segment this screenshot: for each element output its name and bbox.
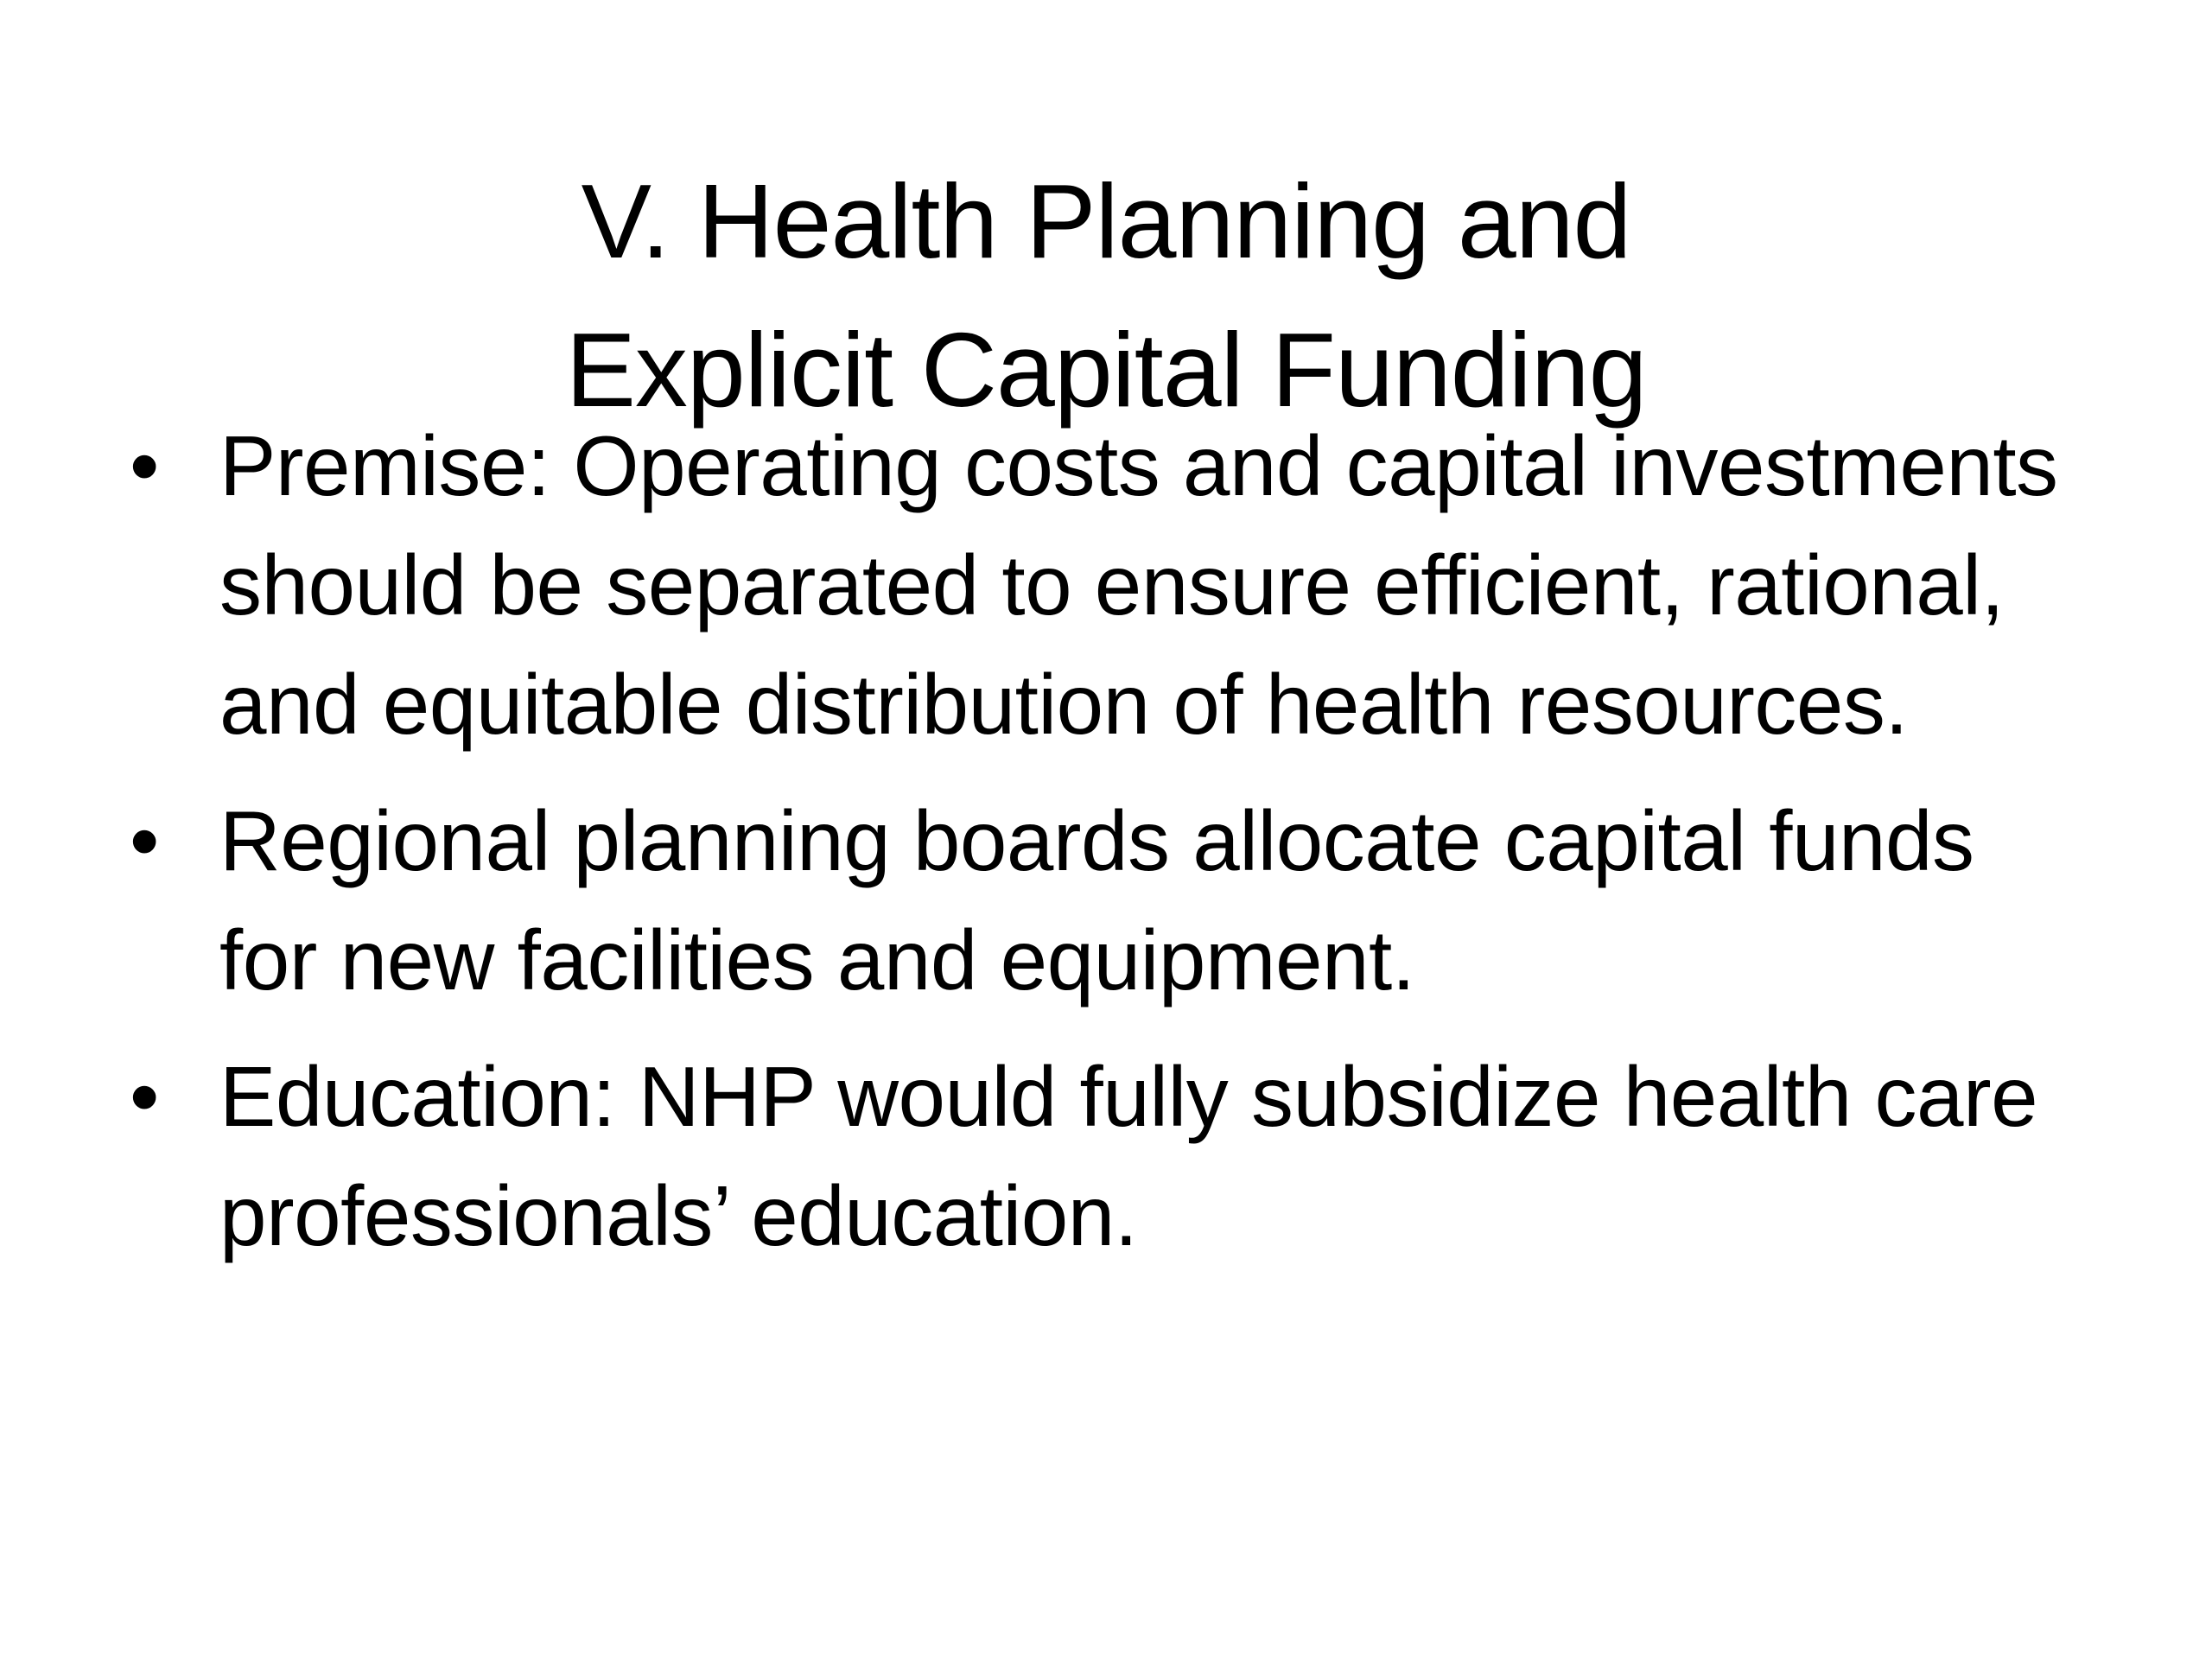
bullet-text: Education: NHP would fully subsidize health care professionals’ education. [219,1049,2038,1263]
bullet-item-education [130,1037,2091,1275]
slide-title [0,147,2212,444]
bullet-text: Regional planning boards allocate capital funds for new facilities and equipment. [219,793,1974,1007]
title-line-1: V. Health Planning and [581,162,1631,280]
bullet-item-regional-planning [130,781,2091,1020]
bullet-text: Premise: Operating costs and capital investments should be separated to ensure efficient, rational, and equitable distribution of health resources. [219,418,2058,752]
title-line-2: Explicit Capital Funding [565,310,1647,429]
bullet-icon: • [130,793,159,888]
bullet-icon: • [130,1049,159,1144]
bullet-item-premise [130,406,2091,764]
bullet-list [130,406,2091,1293]
bullet-icon: • [130,418,159,513]
